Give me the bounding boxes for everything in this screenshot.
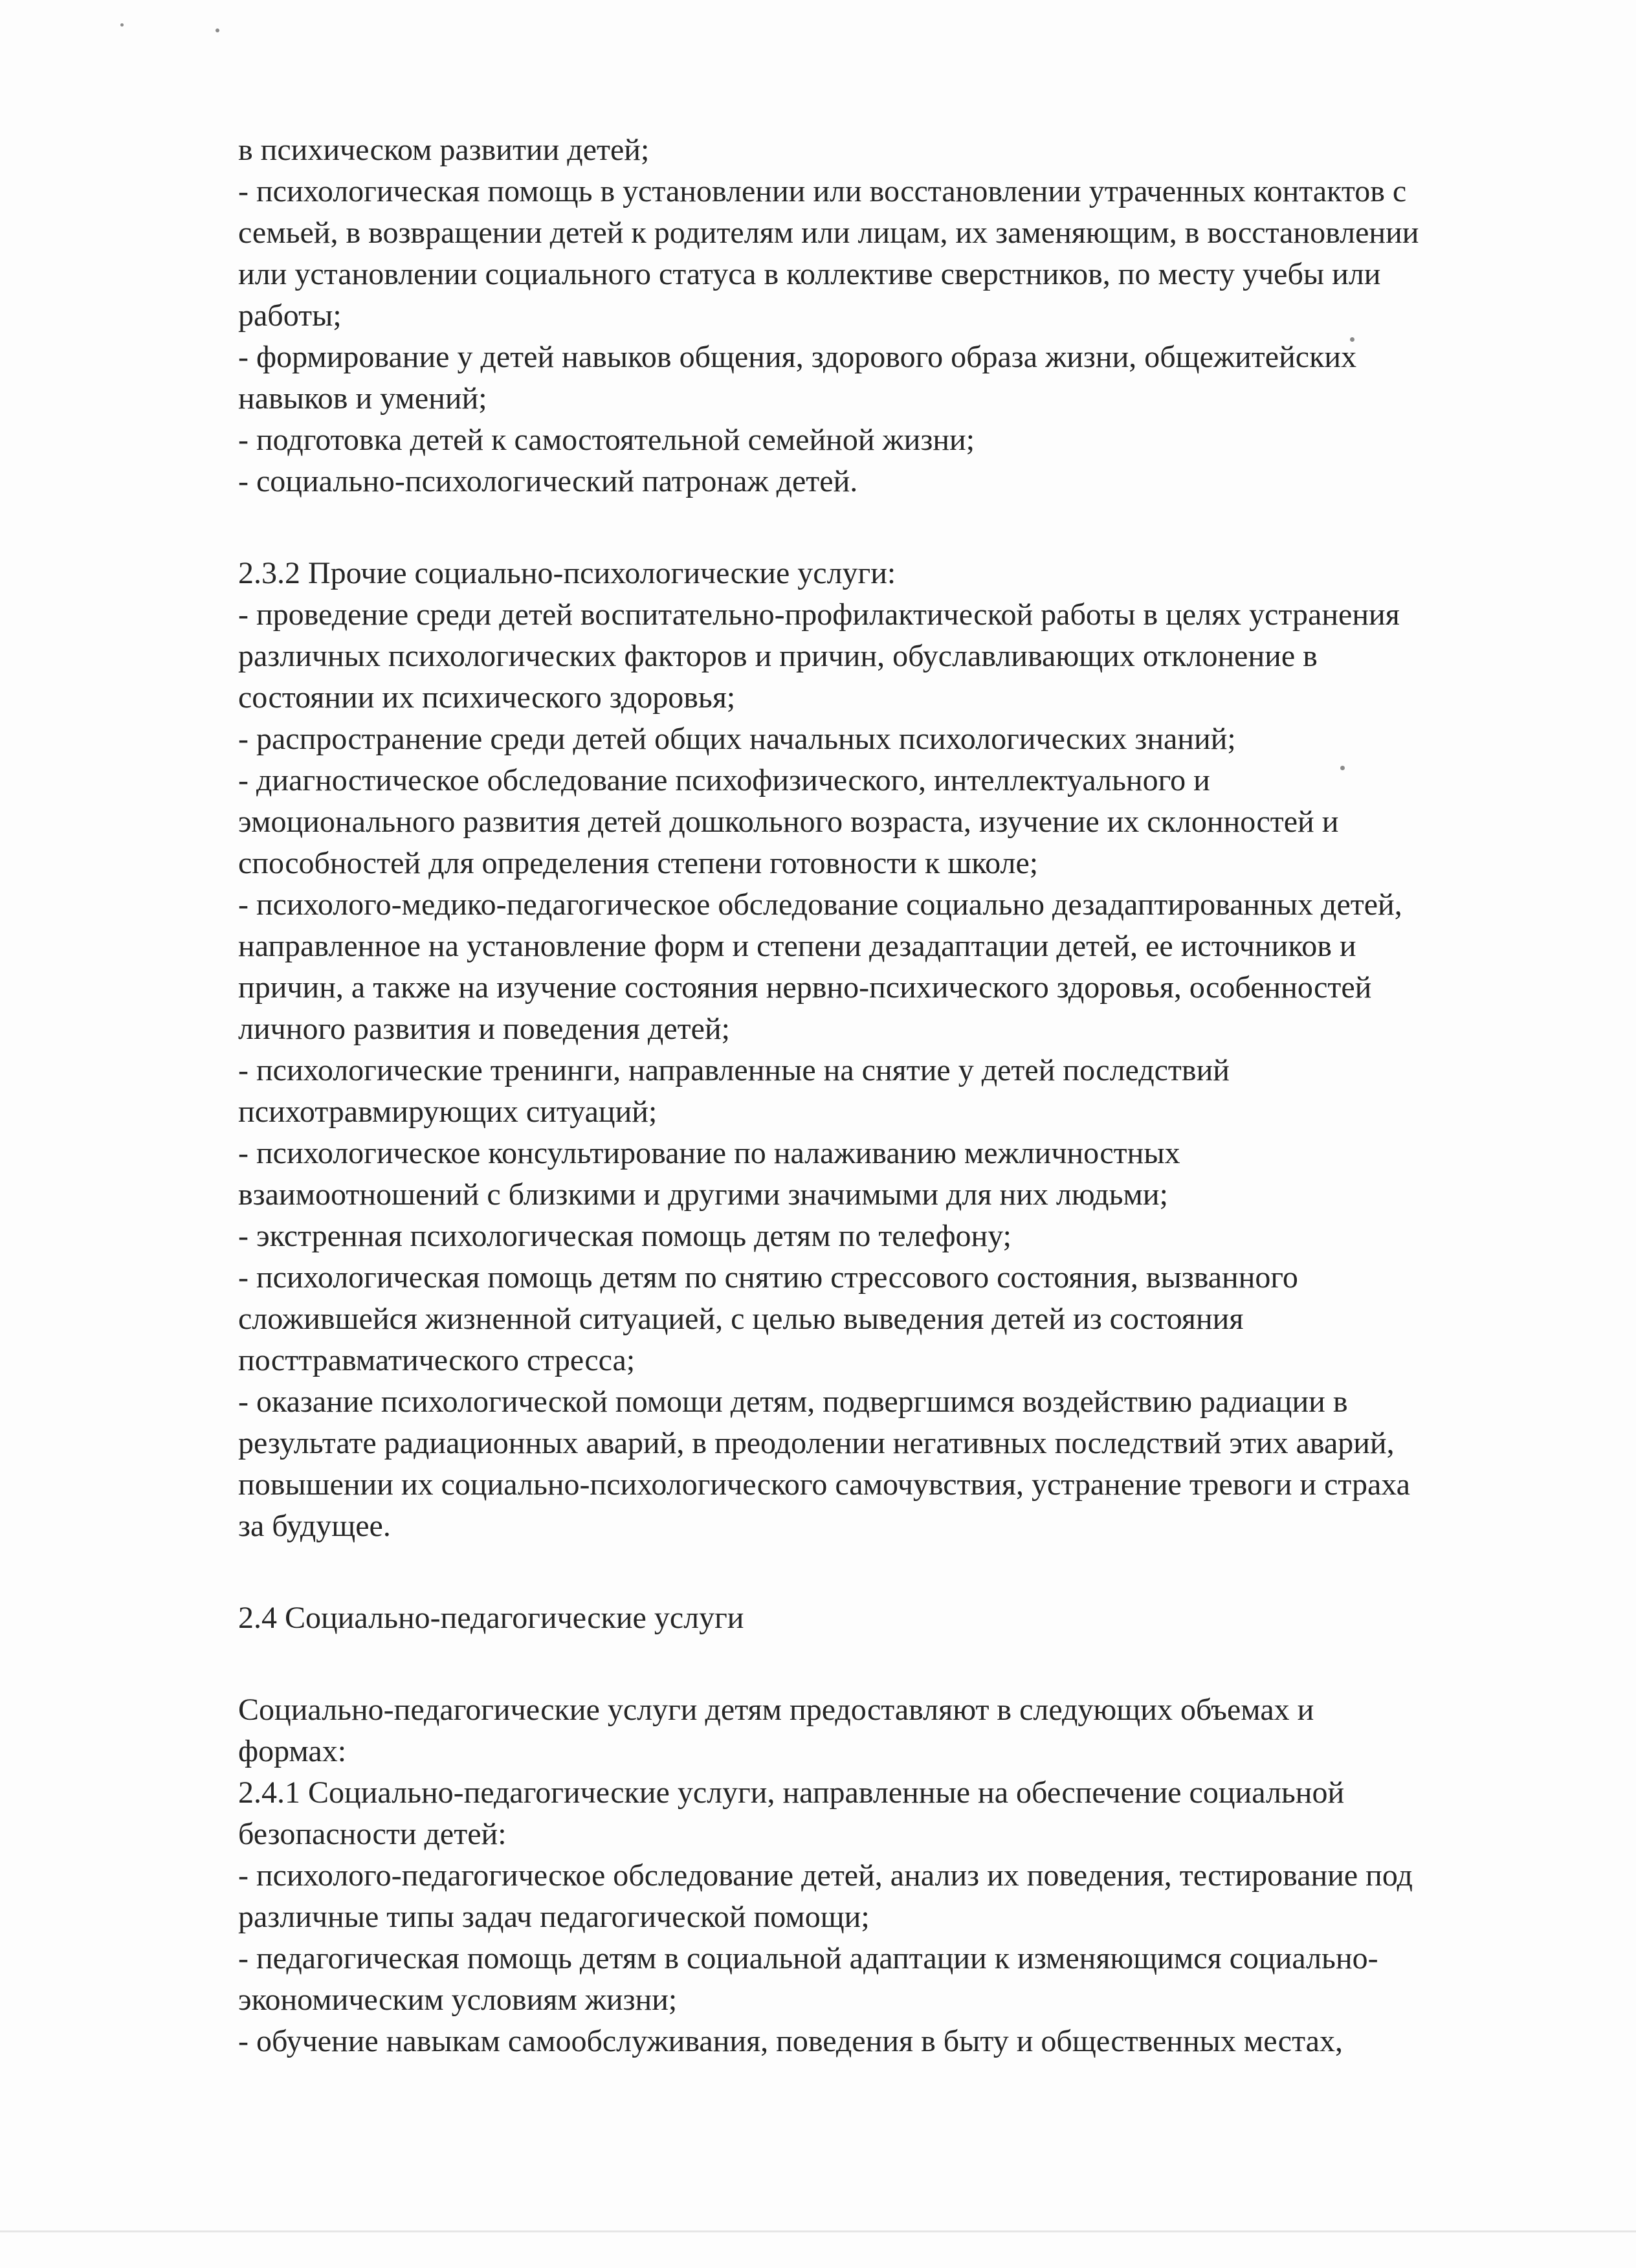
scan-edge bbox=[0, 2230, 1636, 2232]
text-line: - экстренная психологическая помощь детям по телефону; bbox=[238, 1219, 1011, 1253]
text-line: - психолого-медико-педагогическое обследование социально дезадаптированных детей, bbox=[238, 887, 1402, 922]
text-line: 2.4.1 Социально-педагогические услуги, направленные на обеспечение социальной bbox=[238, 1775, 1345, 1810]
text-line: - распространение среди детей общих начальных психологических знаний; bbox=[238, 722, 1236, 756]
text-line: 2.4 Социально-педагогические услуги bbox=[238, 1601, 744, 1635]
text-line: взаимоотношений с близкими и другими значимыми для них людьми; bbox=[238, 1177, 1168, 1212]
text-line: результате радиационных аварий, в преодолении негативных последствий этих аварий, bbox=[238, 1426, 1395, 1460]
text-line: - подготовка детей к самостоятельной семейной жизни; bbox=[238, 423, 975, 457]
text-line: личного развития и поведения детей; bbox=[238, 1012, 730, 1046]
text-line: психотравмирующих ситуаций; bbox=[238, 1095, 658, 1129]
text-line: в психическом развитии детей; bbox=[238, 133, 650, 167]
text-line: - психологическая помощь детям по снятию стрессового состояния, вызванного bbox=[238, 1260, 1298, 1295]
text-line: - обучение навыкам самообслуживания, поведения в быту и общественных местах, bbox=[238, 2024, 1343, 2058]
text-line: причин, а также на изучение состояния нервно-психического здоровья, особенностей bbox=[238, 970, 1372, 1005]
text-line: формах: bbox=[238, 1734, 347, 1768]
text-line: - оказание психологической помощи детям, подвергшимся воздействию радиации в bbox=[238, 1384, 1348, 1419]
text-line: работы; bbox=[238, 298, 342, 333]
text-line: 2.3.2 Прочие социально-психологические услуги: bbox=[238, 556, 896, 590]
text-line: - диагностическое обследование психофизического, интеллектуального и bbox=[238, 763, 1210, 797]
text-line: или установлении социального статуса в коллективе сверстников, по месту учебы или bbox=[238, 257, 1381, 291]
text-line: за будущее. bbox=[238, 1509, 391, 1543]
text-line: различных психологических факторов и причин, обуславливающих отклонение в bbox=[238, 639, 1318, 673]
text-line: различные типы задач педагогической помощи; bbox=[238, 1900, 870, 1934]
text-line: - проведение среди детей воспитательно-профилактической работы в целях устранения bbox=[238, 597, 1400, 632]
text-line: семьей, в возвращении детей к родителям или лицам, их заменяющим, в восстановлении bbox=[238, 216, 1419, 250]
text-line: - психологическая помощь в установлении или восстановлении утраченных контактов с bbox=[238, 174, 1407, 208]
text-line: - педагогическая помощь детям в социальной адаптации к изменяющимся социально- bbox=[238, 1941, 1378, 1975]
text-line: - психолого-педагогическое обследование детей, анализ их поведения, тестирование под bbox=[238, 1858, 1413, 1893]
paragraph bbox=[238, 1597, 1545, 1639]
text-line: Социально-педагогические услуги детям предоставляют в следующих объемах и bbox=[238, 1693, 1314, 1727]
text-line: - социально-психологический патронаж детей. bbox=[238, 464, 858, 498]
scan-speck bbox=[216, 28, 219, 32]
text-line: посттравматического стресса; bbox=[238, 1343, 636, 1377]
paragraph bbox=[238, 129, 1545, 502]
document-body bbox=[238, 129, 1545, 2062]
text-line: навыков и умений; bbox=[238, 381, 487, 416]
paragraph-gap bbox=[238, 502, 1545, 553]
text-line: эмоционального развития детей дошкольного возраста, изучение их склонностей и bbox=[238, 805, 1339, 839]
text-line: - психологическое консультирование по налаживанию межличностных bbox=[238, 1136, 1180, 1170]
text-line: экономическим условиям жизни; bbox=[238, 1983, 678, 2017]
text-line: - формирование у детей навыков общения, здорового образа жизни, общежитейских bbox=[238, 340, 1357, 374]
scan-speck bbox=[120, 23, 124, 27]
text-line: повышении их социально-психологического самочувствия, устранение тревоги и страха bbox=[238, 1467, 1410, 1502]
text-line: состоянии их психического здоровья; bbox=[238, 680, 736, 715]
text-line: способностей для определения степени готовности к школе; bbox=[238, 846, 1039, 880]
text-line: - психологические тренинги, направленные на снятие у детей последствий bbox=[238, 1053, 1230, 1087]
paragraph bbox=[238, 553, 1545, 1547]
text-line: безопасности детей: bbox=[238, 1817, 507, 1851]
paragraph-gap bbox=[238, 1639, 1545, 1689]
text-line: направленное на установление форм и степени дезадаптации детей, ее источников и bbox=[238, 929, 1356, 963]
paragraph-gap bbox=[238, 1547, 1545, 1597]
paragraph bbox=[238, 1689, 1545, 2062]
text-line: сложившейся жизненной ситуацией, с целью выведения детей из состояния bbox=[238, 1302, 1244, 1336]
